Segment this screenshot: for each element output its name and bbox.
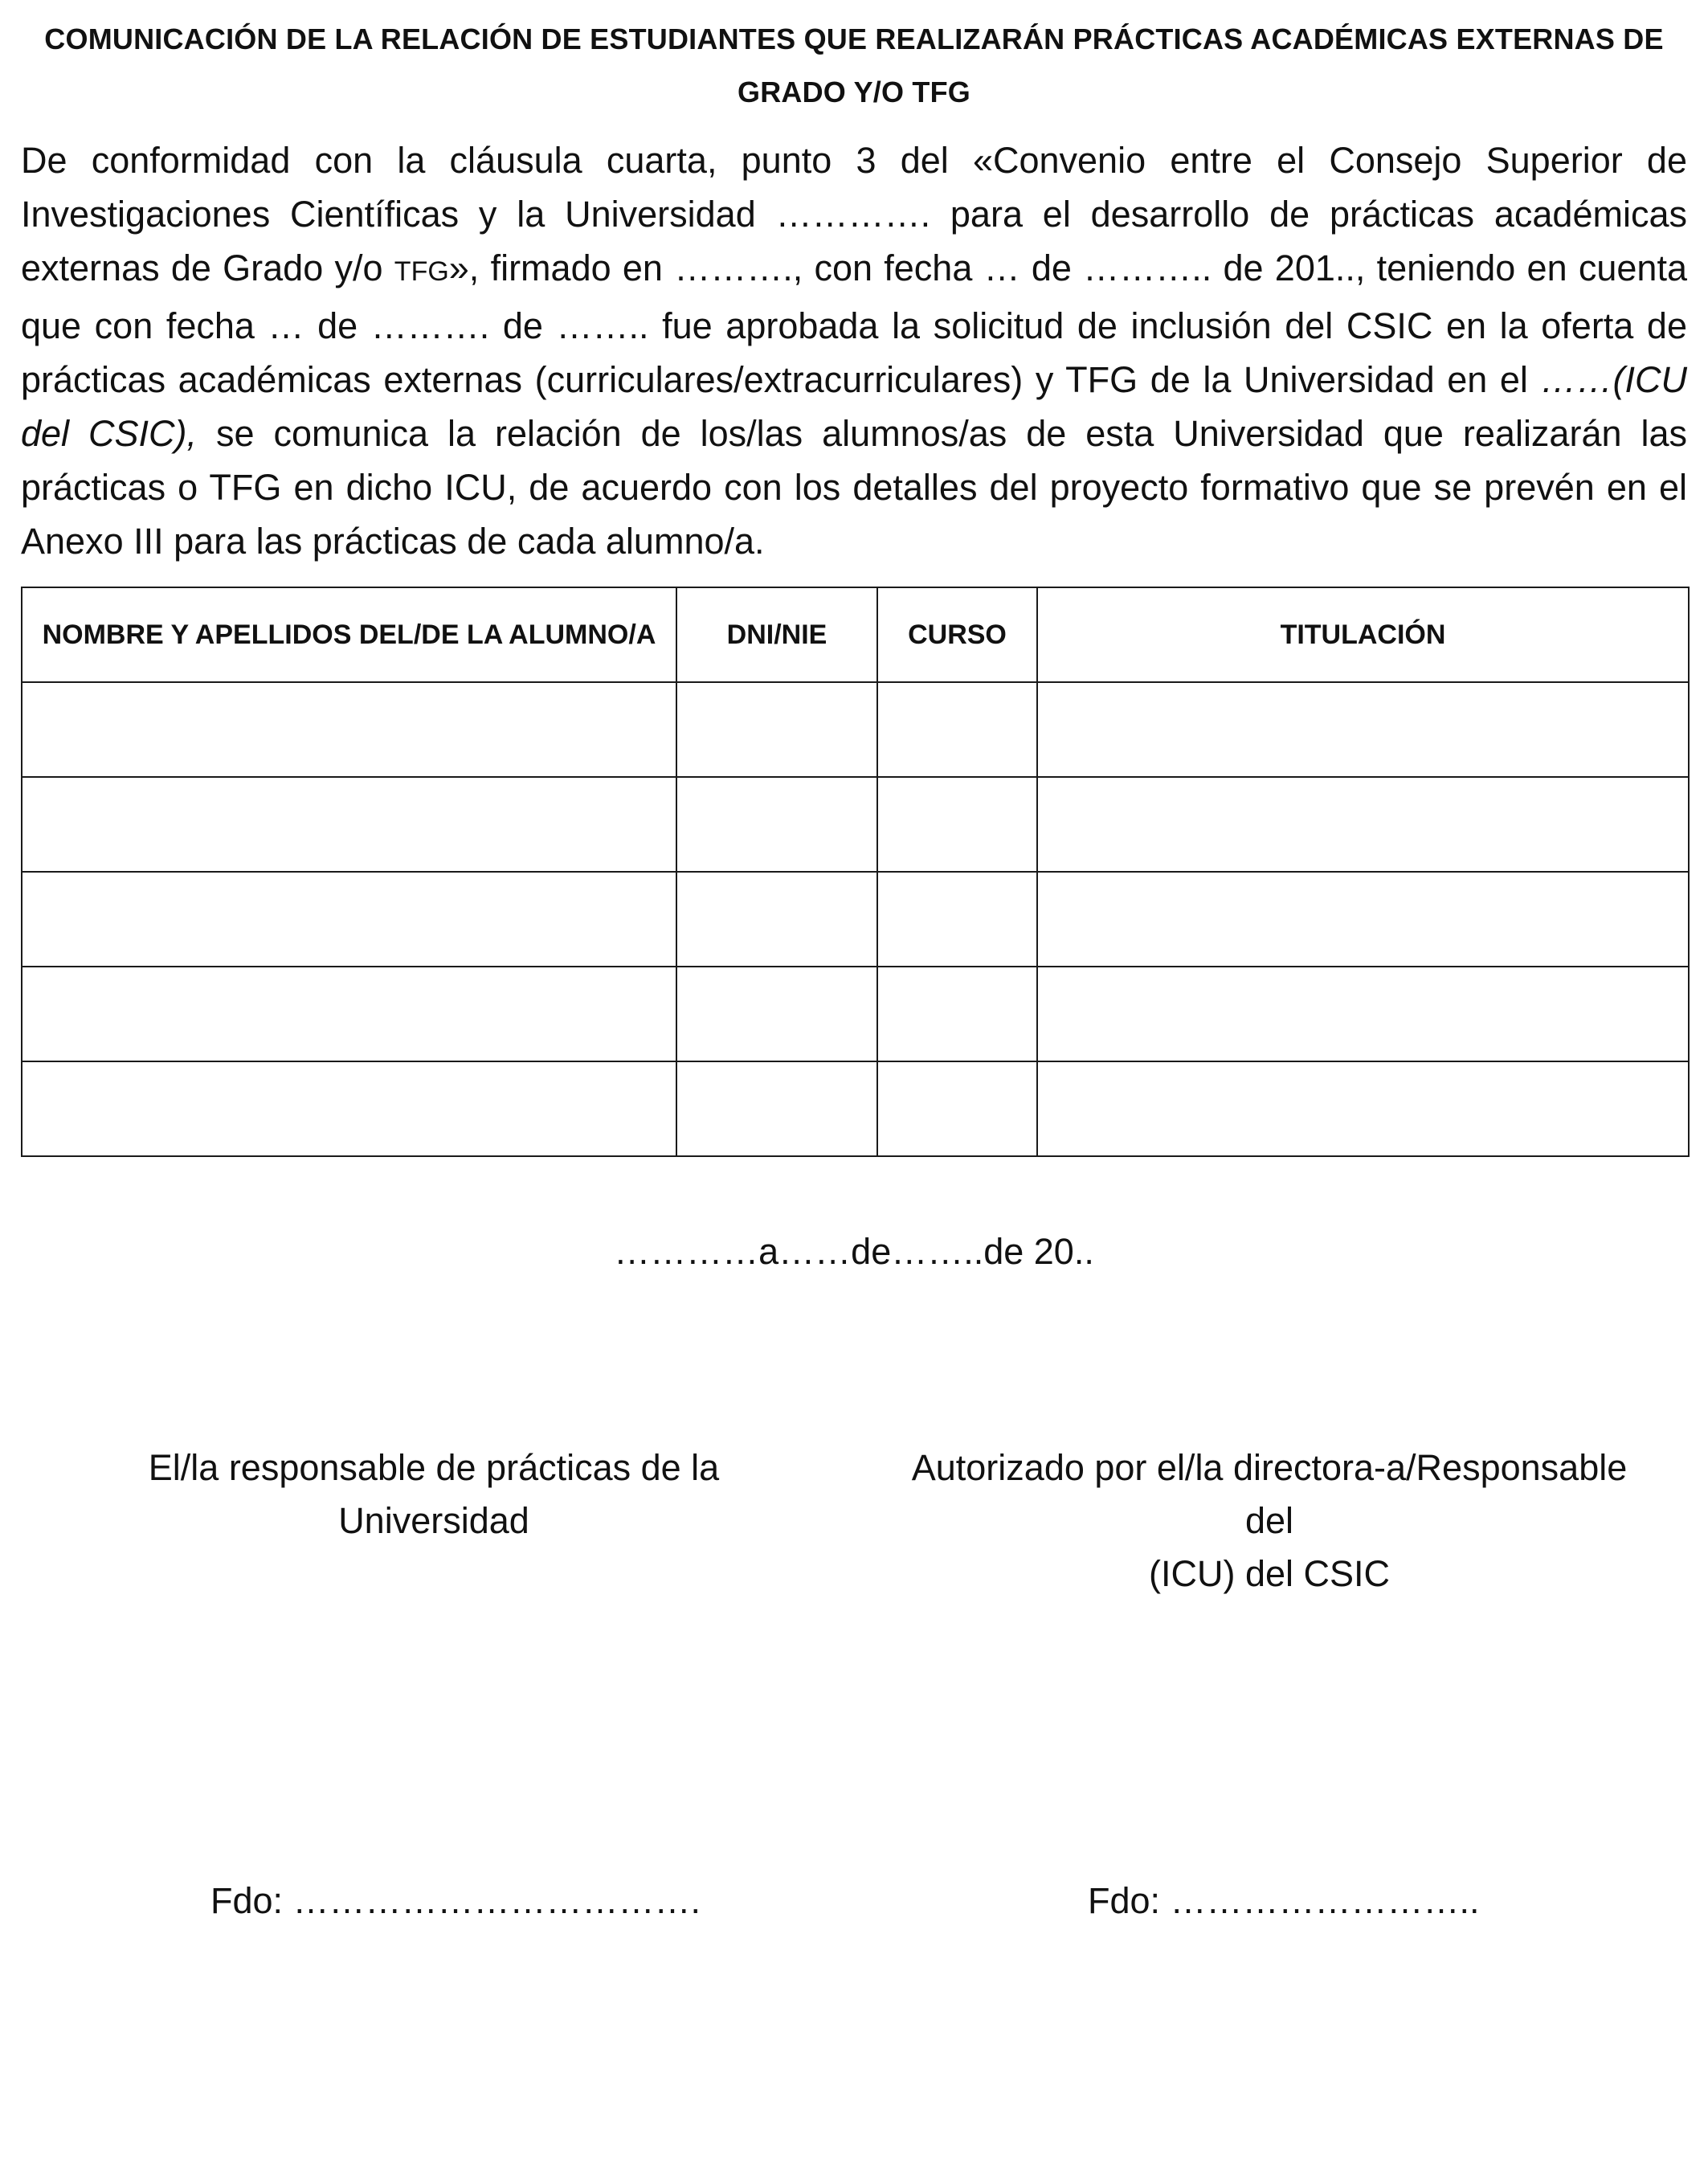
table-row <box>22 777 1689 872</box>
paragraph-part-1: De conformidad con la cláusula cuarta, punto 3 del «Convenio entre el Consejo Superior de Investigaciones Científicas y la Universidad …………. para el desarrollo de prácticas académicas externas de Grado y/o <box>21 140 1687 288</box>
document-title: COMUNICACIÓN DE LA RELACIÓN DE ESTUDIANTES QUE REALIZARÁN PRÁCTICAS ACADÉMICAS EXTERNAS DE GRADO Y/O TFG <box>44 22 1664 108</box>
cell-curso[interactable] <box>877 682 1037 777</box>
cell-nombre[interactable] <box>22 967 676 1061</box>
signature-label-csic-line-2: (ICU) del CSIC <box>1148 1553 1391 1594</box>
cell-nombre[interactable] <box>22 1061 676 1156</box>
cell-dni[interactable] <box>676 872 877 967</box>
cell-titulacion[interactable] <box>1037 1061 1689 1156</box>
cell-curso[interactable] <box>877 1061 1037 1156</box>
table-header-row <box>22 587 1689 682</box>
date-line: …………a……de……..de 20.. <box>614 1231 1094 1272</box>
cell-titulacion[interactable] <box>1037 682 1689 777</box>
cell-nombre[interactable] <box>22 682 676 777</box>
paragraph-part-3: se comunica la relación de los/las alumnos/as de esta Universidad que realizarán las prácticas o TFG en dicho ICU, de acuerdo con los detalles del proyecto formativo que se prevén en el Anexo III para las prácticas de cada alumno/a. <box>21 413 1687 562</box>
cell-curso[interactable] <box>877 967 1037 1061</box>
signature-label-csic <box>884 1441 1655 1601</box>
cell-curso[interactable] <box>877 872 1037 967</box>
table-row <box>22 967 1689 1061</box>
cell-titulacion[interactable] <box>1037 967 1689 1061</box>
table-row <box>22 872 1689 967</box>
signature-fdo-csic: Fdo: …………………….. <box>1088 1880 1480 1921</box>
cell-dni[interactable] <box>676 1061 877 1156</box>
cell-dni[interactable] <box>676 967 877 1061</box>
paragraph-italic-icu: ……(ICU del CSIC), <box>21 359 1687 454</box>
signature-fdo-university: Fdo: ……………………………. <box>210 1880 701 1921</box>
header-titulacion: TITULACIÓN <box>1037 587 1689 682</box>
intro-paragraph <box>21 133 1687 568</box>
table-row <box>22 682 1689 777</box>
cell-dni[interactable] <box>676 682 877 777</box>
cell-titulacion[interactable] <box>1037 777 1689 872</box>
students-table <box>21 587 1690 1157</box>
paragraph-tfg-small: TFG <box>394 256 449 287</box>
cell-dni[interactable] <box>676 777 877 872</box>
cell-titulacion[interactable] <box>1037 872 1689 967</box>
header-dni: DNI/NIE <box>676 587 877 682</box>
paragraph-part-2: », firmado en ………., con fecha … de ……….. de 201.., teniendo en cuenta que con fecha … de ………. de …….. fue aprobada la solicitud de inclusión del CSIC en la oferta de prácticas académicas externas (curriculares/extracurriculares) y TFG de la Universidad en el <box>21 247 1687 400</box>
header-nombre: NOMBRE Y APELLIDOS DEL/DE LA ALUMNO/A <box>22 587 676 682</box>
header-curso: CURSO <box>877 587 1037 682</box>
table-row <box>22 1061 1689 1156</box>
signature-label-university: El/la responsable de prácticas de la Universidad <box>148 1447 720 1541</box>
signature-label-csic-line-1: Autorizado por el/la directora-a/Responsable del <box>911 1447 1628 1541</box>
cell-nombre[interactable] <box>22 777 676 872</box>
cell-curso[interactable] <box>877 777 1037 872</box>
cell-nombre[interactable] <box>22 872 676 967</box>
